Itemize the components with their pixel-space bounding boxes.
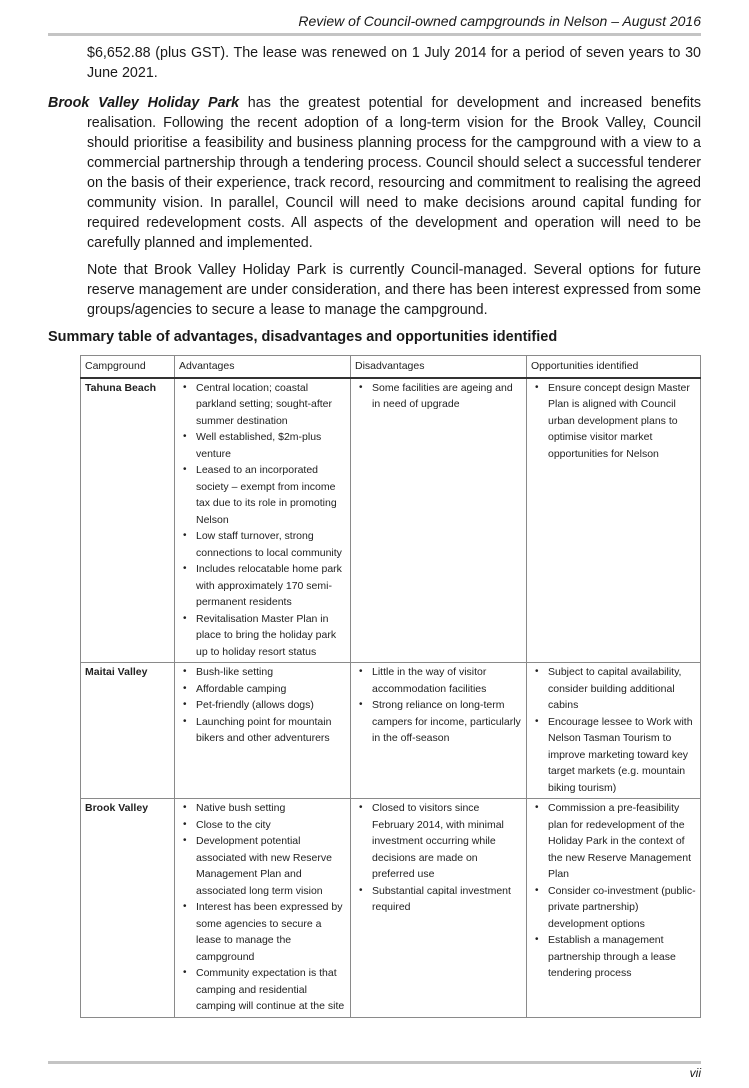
running-header: Review of Council-owned campgrounds in Nelson – August 2016 (298, 13, 701, 29)
brook-valley-lead: Brook Valley Holiday Park (48, 95, 240, 111)
list-item: • Community expectation is that camping and residential camping will continue at the site (196, 965, 346, 1015)
header-rule (48, 33, 701, 36)
opportunities-cell (527, 378, 701, 663)
table-row (81, 799, 701, 1018)
campground-name: Brook Valley (81, 799, 175, 1018)
advantages-cell (175, 378, 351, 663)
list-item: • Closed to visitors since February 2014, with minimal investment occurring while decisions are made on preferred use (372, 800, 522, 883)
header-opportunities: Opportunities identified (527, 356, 701, 378)
header-advantages: Advantages (175, 356, 351, 378)
list-item: • Bush-like setting (196, 664, 346, 681)
list-item: • Establish a management partnership through a lease tendering process (548, 932, 696, 982)
list-item: • Little in the way of visitor accommodation facilities (372, 664, 522, 697)
paragraph-brook-valley (48, 93, 701, 253)
list-item: • Well established, $2m-plus venture (196, 429, 346, 462)
list-item: • Substantial capital investment required (372, 883, 522, 916)
list-item: • Affordable camping (196, 681, 346, 698)
list-item: • Launching point for mountain bikers and other adventurers (196, 714, 346, 747)
table-row (81, 378, 701, 663)
list-item: • Consider co-investment (public-private partnership) development options (548, 883, 696, 933)
section-title: Summary table of advantages, disadvantages and opportunities identified (48, 329, 558, 345)
header-campground: Campground (81, 356, 175, 378)
page-number: vii (689, 1066, 701, 1080)
opportunities-list (531, 800, 696, 982)
list-item: • Interest has been expressed by some agencies to secure a lease to manage the campground (196, 899, 346, 965)
footer-rule (48, 1061, 701, 1064)
opportunities-list (531, 664, 696, 796)
list-item: • Revitalisation Master Plan in place to bring the holiday park up to holiday resort status (196, 611, 346, 661)
summary-table (80, 355, 701, 1018)
list-item: • Some facilities are ageing and in need of upgrade (372, 380, 522, 413)
table-body (81, 378, 701, 1018)
disadvantages-list (355, 380, 522, 413)
list-item: • Encourage lessee to Work with Nelson Tasman Tourism to improve marketing toward key target markets (e.g. mountain biking tourism) (548, 714, 696, 797)
list-item: • Commission a pre-feasibility plan for redevelopment of the Holiday Park in the context of the new Reserve Management Plan (548, 800, 696, 883)
header-disadvantages: Disadvantages (351, 356, 527, 378)
list-item: • Strong reliance on long-term campers for income, particularly in the off-season (372, 697, 522, 747)
paragraph-lease-renewal: $6,652.88 (plus GST). The lease was renewed on 1 July 2014 for a period of seven years to 30 June 2021. (87, 45, 701, 81)
campground-name: Maitai Valley (81, 663, 175, 799)
disadvantages-cell (351, 799, 527, 1018)
brook-valley-body: has the greatest potential for development and increased benefits realisation. Following the recent adoption of a long-term vision for the Brook Valley, Council should prioritise a feasibility and business planning process for the campground with a view to a commercial partnership through a tendering process. Council should select a successful tenderer on the basis of their experience, track record, resourcing and commitment to realising the agreed community vision. In parallel, Council will need to make decisions around capital funding for required redevelopment costs. All aspects of the development and operation will need to be carefully planned and implemented. (87, 95, 702, 251)
list-item: • Pet-friendly (allows dogs) (196, 697, 346, 714)
table-row (81, 663, 701, 799)
list-item: • Development potential associated with new Reserve Management Plan and associated long term vision (196, 833, 346, 899)
disadvantages-list (355, 800, 522, 916)
advantages-list (179, 800, 346, 1015)
list-item: • Leased to an incorporated society – exempt from income tax due to its role in promoting Nelson (196, 462, 346, 528)
disadvantages-cell (351, 378, 527, 663)
list-item: • Ensure concept design Master Plan is aligned with Council urban development plans to optimise visitor market opportunities for Nelson (548, 380, 696, 463)
advantages-list (179, 380, 346, 661)
opportunities-cell (527, 799, 701, 1018)
opportunities-cell (527, 663, 701, 799)
advantages-cell (175, 799, 351, 1018)
campground-name: Tahuna Beach (81, 378, 175, 663)
opportunities-list (531, 380, 696, 463)
list-item: • Low staff turnover, strong connections to local community (196, 528, 346, 561)
advantages-list (179, 664, 346, 747)
list-item: • Close to the city (196, 817, 346, 834)
list-item: • Includes relocatable home park with approximately 170 semi-permanent residents (196, 561, 346, 611)
disadvantages-cell (351, 663, 527, 799)
list-item: • Subject to capital availability, consider building additional cabins (548, 664, 696, 714)
disadvantages-list (355, 664, 522, 747)
table-header-row (81, 356, 701, 378)
list-item: • Central location; coastal parkland setting; sought-after summer destination (196, 380, 346, 430)
advantages-cell (175, 663, 351, 799)
list-item: • Native bush setting (196, 800, 346, 817)
paragraph-council-managed: Note that Brook Valley Holiday Park is currently Council-managed. Several options for future reserve management are under consideration, and there has been interest expressed from some groups/agencies to secure a lease to manage the campground. (87, 262, 701, 318)
